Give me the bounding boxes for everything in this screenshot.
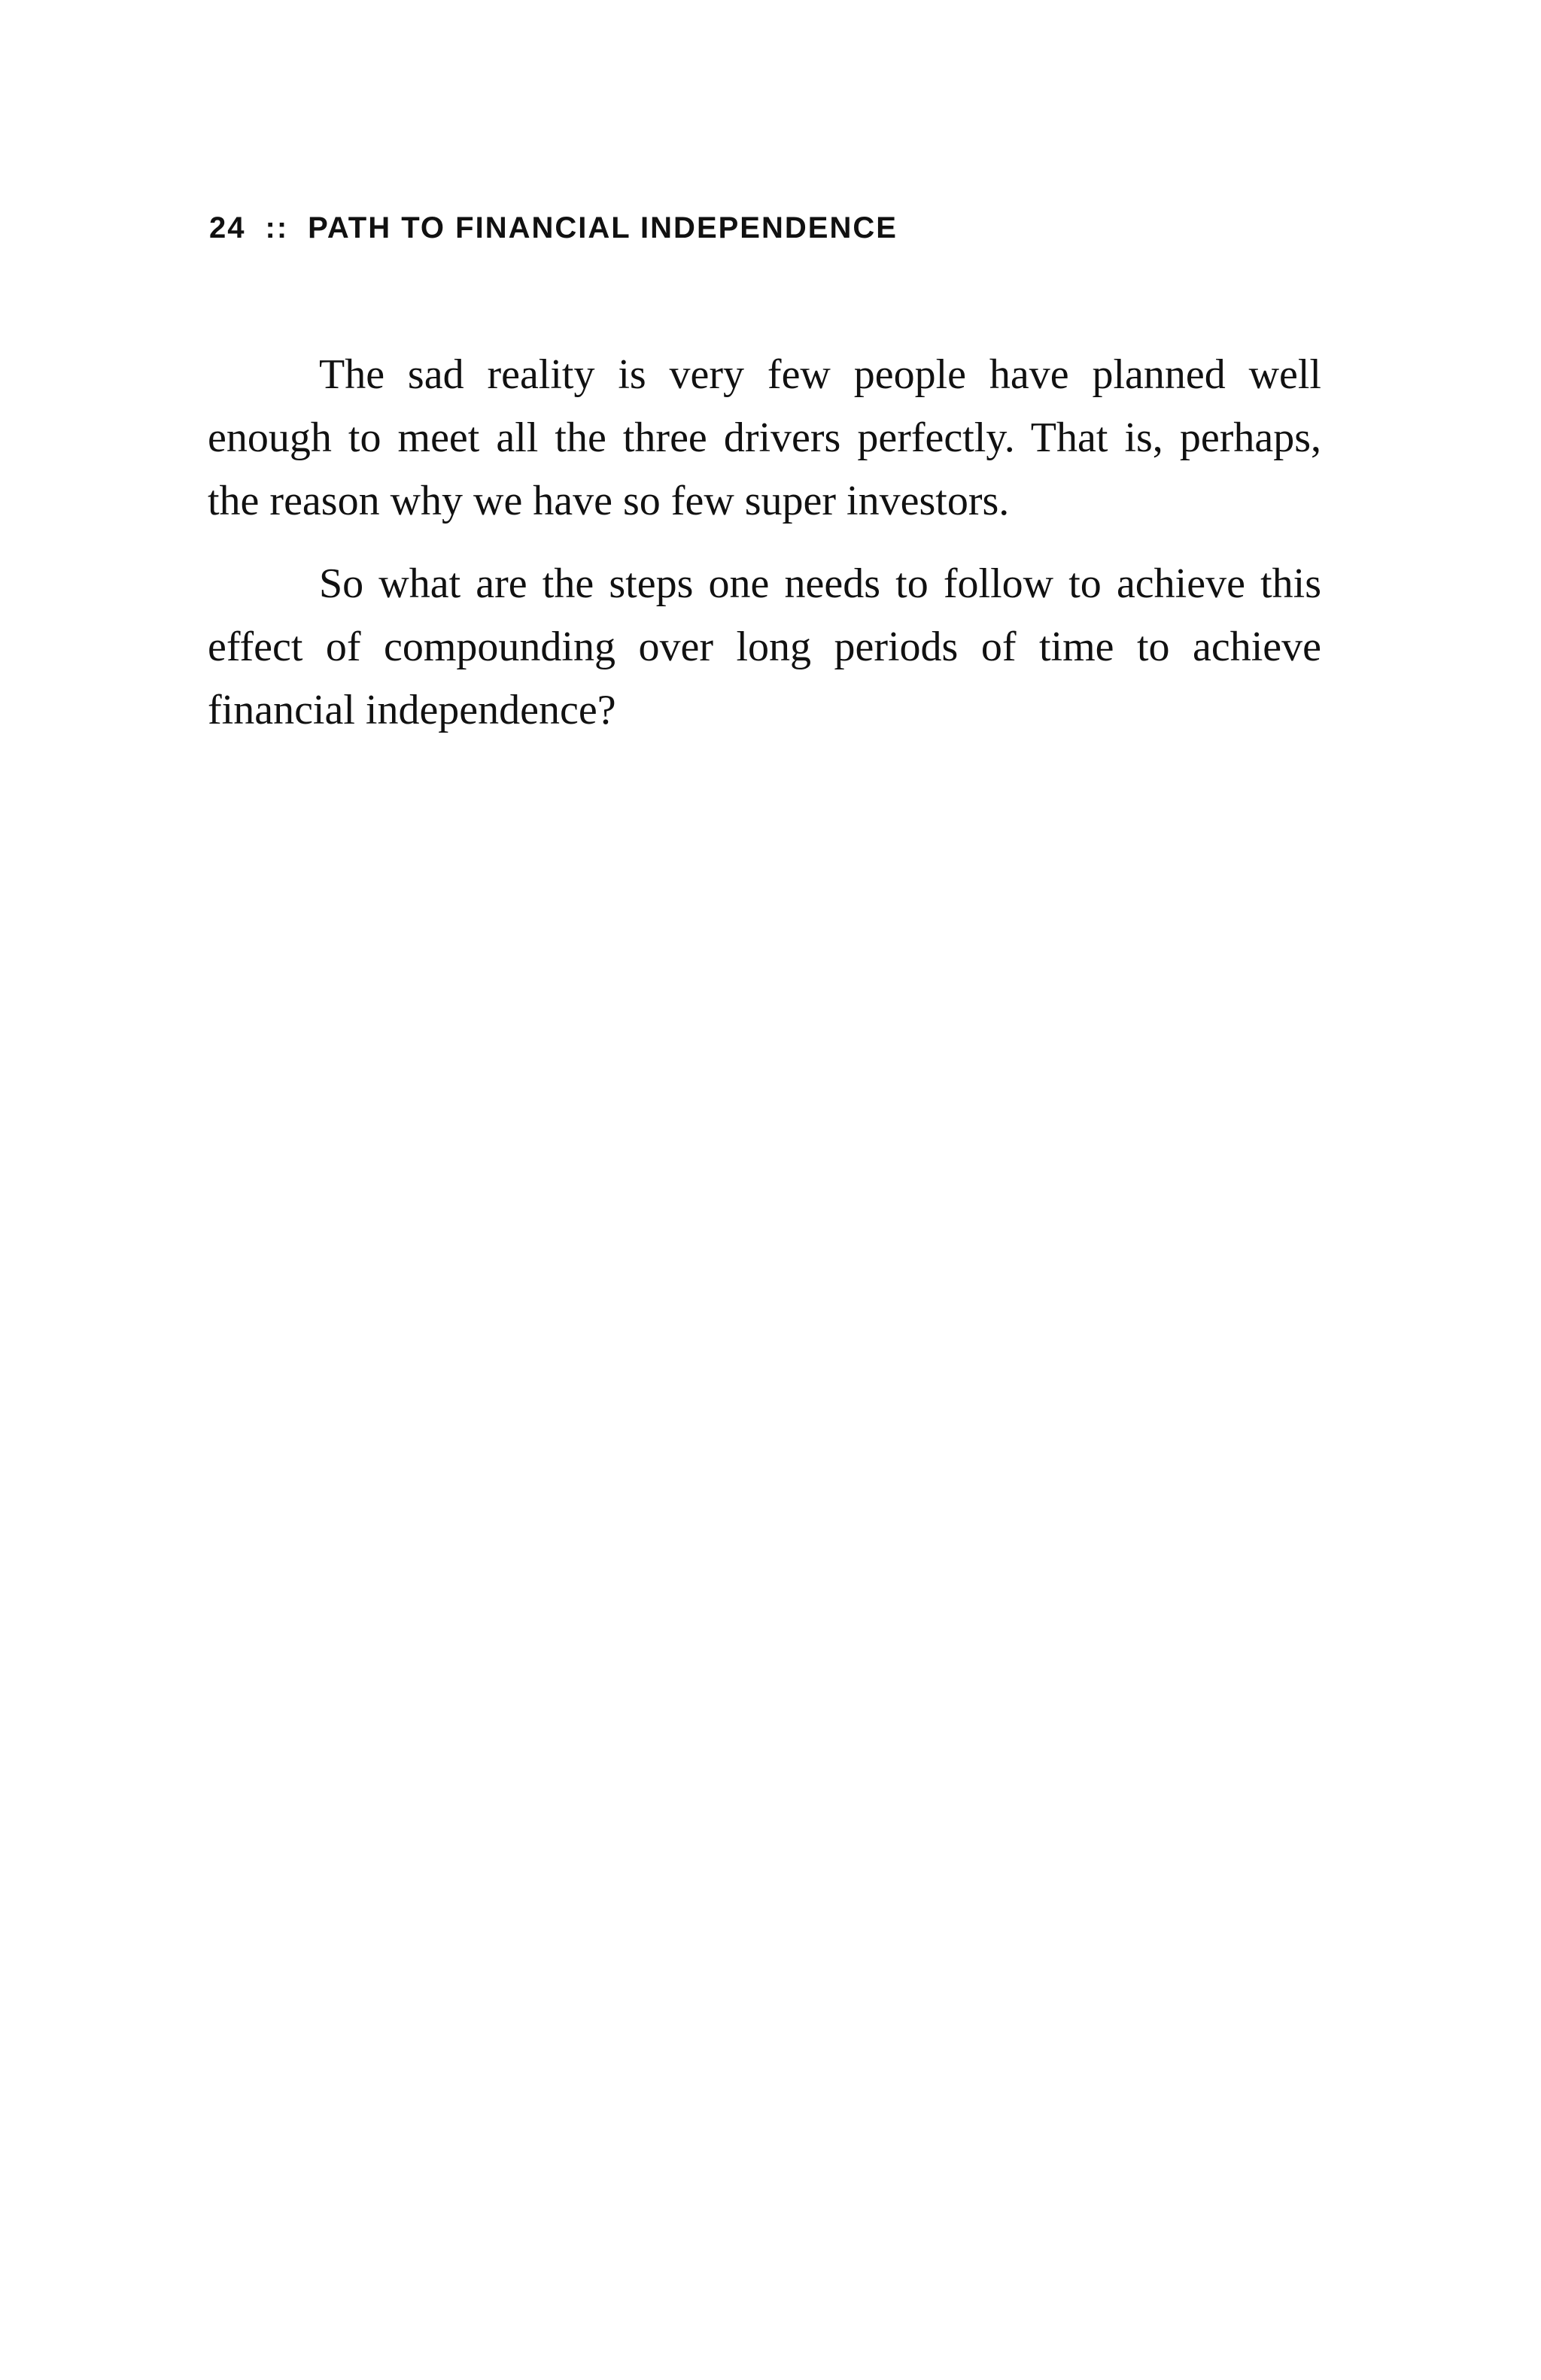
paragraph: The sad reality is very few people have planned well enough to meet all the three drivers perfectly. That is, perhaps, the reason why we have so few super investors. [208,351,1321,524]
header-separator: :: [265,211,289,244]
running-head [209,209,898,247]
paragraph: So what are the steps one needs to follow to achieve this effect of compounding over long periods of time to achieve financial independence? [208,560,1321,733]
running-title: PATH TO FINANCIAL INDEPENDENCE [308,211,898,244]
page-number: 24 [209,211,246,244]
body-text [208,343,1321,761]
